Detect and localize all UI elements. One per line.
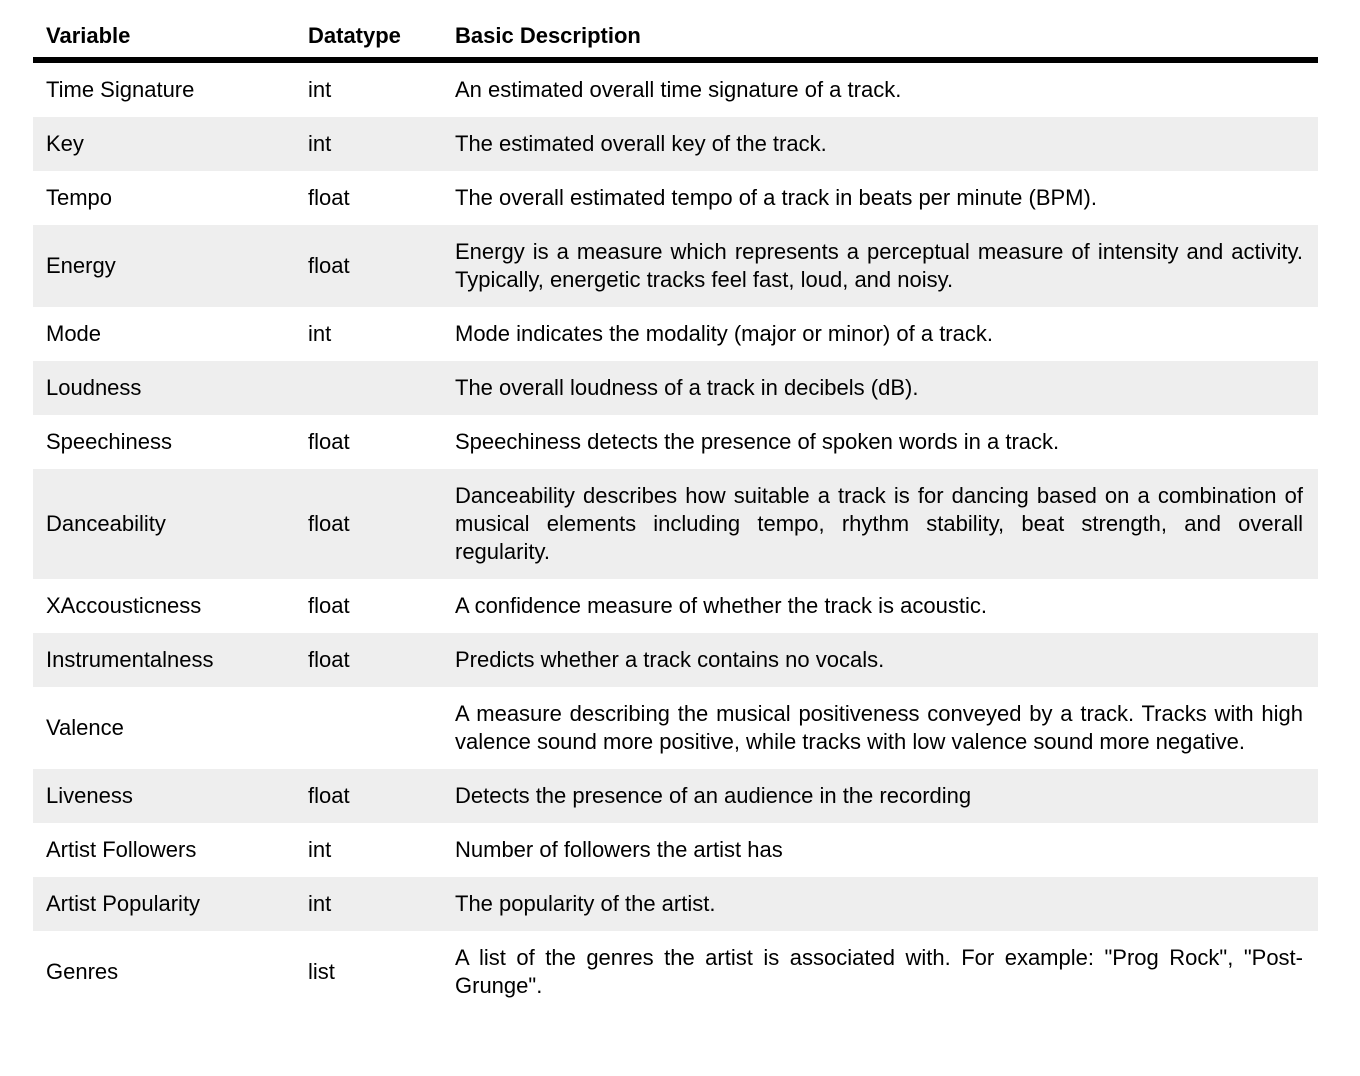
variable-cell: Speechiness xyxy=(46,429,172,454)
data-dictionary-table xyxy=(33,20,1318,1013)
datatype-cell: float xyxy=(308,593,350,618)
description-cell: A list of the genres the artist is associated with. For example: "Prog Rock", "Post-Grunge". xyxy=(455,945,1303,998)
variable-cell: Mode xyxy=(46,321,102,346)
table-row xyxy=(33,823,1318,877)
table-row xyxy=(33,687,1318,769)
datatype-cell: float xyxy=(308,647,350,672)
datatype-cell: int xyxy=(308,77,332,102)
column-header-description: Basic Description xyxy=(455,20,1318,60)
datatype-cell: int xyxy=(308,131,332,156)
description-cell: The overall loudness of a track in decibels (dB). xyxy=(455,375,919,400)
variable-cell: XAccousticness xyxy=(46,593,202,618)
variable-cell: Energy xyxy=(46,253,116,278)
description-cell: Energy is a measure which represents a perceptual measure of intensity and activity. Typically, energetic tracks feel fast, loud, and noisy. xyxy=(455,239,1303,292)
column-header-variable: Variable xyxy=(33,20,308,60)
column-header-datatype: Datatype xyxy=(308,20,455,60)
datatype-cell: int xyxy=(308,321,332,346)
variables-table xyxy=(33,20,1318,1013)
table-row xyxy=(33,769,1318,823)
table-row xyxy=(33,415,1318,469)
description-cell: Detects the presence of an audience in the recording xyxy=(455,783,972,808)
datatype-cell: float xyxy=(308,429,350,454)
variable-cell: Genres xyxy=(46,959,119,984)
variable-cell: Artist Popularity xyxy=(46,891,201,916)
table-row xyxy=(33,307,1318,361)
table-row xyxy=(33,117,1318,171)
description-cell: Number of followers the artist has xyxy=(455,837,783,862)
table-row xyxy=(33,877,1318,931)
description-cell: Mode indicates the modality (major or minor) of a track. xyxy=(455,321,993,346)
table-row xyxy=(33,931,1318,1013)
variable-cell: Tempo xyxy=(46,185,113,210)
datatype-cell: float xyxy=(308,783,350,808)
description-cell: The overall estimated tempo of a track in beats per minute (BPM). xyxy=(455,185,1097,210)
table-row xyxy=(33,225,1318,307)
header-row xyxy=(33,20,1318,60)
datatype-cell: int xyxy=(308,891,332,916)
datatype-cell: float xyxy=(308,511,350,536)
variable-cell: Loudness xyxy=(46,375,142,400)
datatype-cell xyxy=(308,361,455,415)
description-cell: The estimated overall key of the track. xyxy=(455,131,827,156)
variable-cell: Danceability xyxy=(46,511,166,536)
datatype-cell: float xyxy=(308,185,350,210)
variable-cell: Time Signature xyxy=(46,77,195,102)
table-row xyxy=(33,60,1318,117)
variable-cell: Key xyxy=(46,131,84,156)
description-cell: Predicts whether a track contains no vocals. xyxy=(455,647,885,672)
datatype-cell: list xyxy=(308,959,335,984)
description-cell: Speechiness detects the presence of spoken words in a track. xyxy=(455,429,1060,454)
variable-cell: Liveness xyxy=(46,783,133,808)
table-row xyxy=(33,633,1318,687)
table-row xyxy=(33,171,1318,225)
description-cell: A measure describing the musical positiveness conveyed by a track. Tracks with high valence sound more positive, while tracks with low valence sound more negative. xyxy=(455,701,1303,754)
variable-cell: Instrumentalness xyxy=(46,647,214,672)
table-row xyxy=(33,579,1318,633)
description-cell: The popularity of the artist. xyxy=(455,891,716,916)
variable-cell: Artist Followers xyxy=(46,837,197,862)
table-row xyxy=(33,361,1318,415)
datatype-cell xyxy=(308,687,455,769)
description-cell: An estimated overall time signature of a track. xyxy=(455,77,902,102)
datatype-cell: int xyxy=(308,837,332,862)
description-cell: A confidence measure of whether the track is acoustic. xyxy=(455,593,987,618)
table-row xyxy=(33,469,1318,579)
datatype-cell: float xyxy=(308,253,350,278)
description-cell: Danceability describes how suitable a track is for dancing based on a combination of musical elements including tempo, rhythm stability, beat strength, and overall regularity. xyxy=(455,483,1303,564)
variable-cell: Valence xyxy=(46,715,124,740)
